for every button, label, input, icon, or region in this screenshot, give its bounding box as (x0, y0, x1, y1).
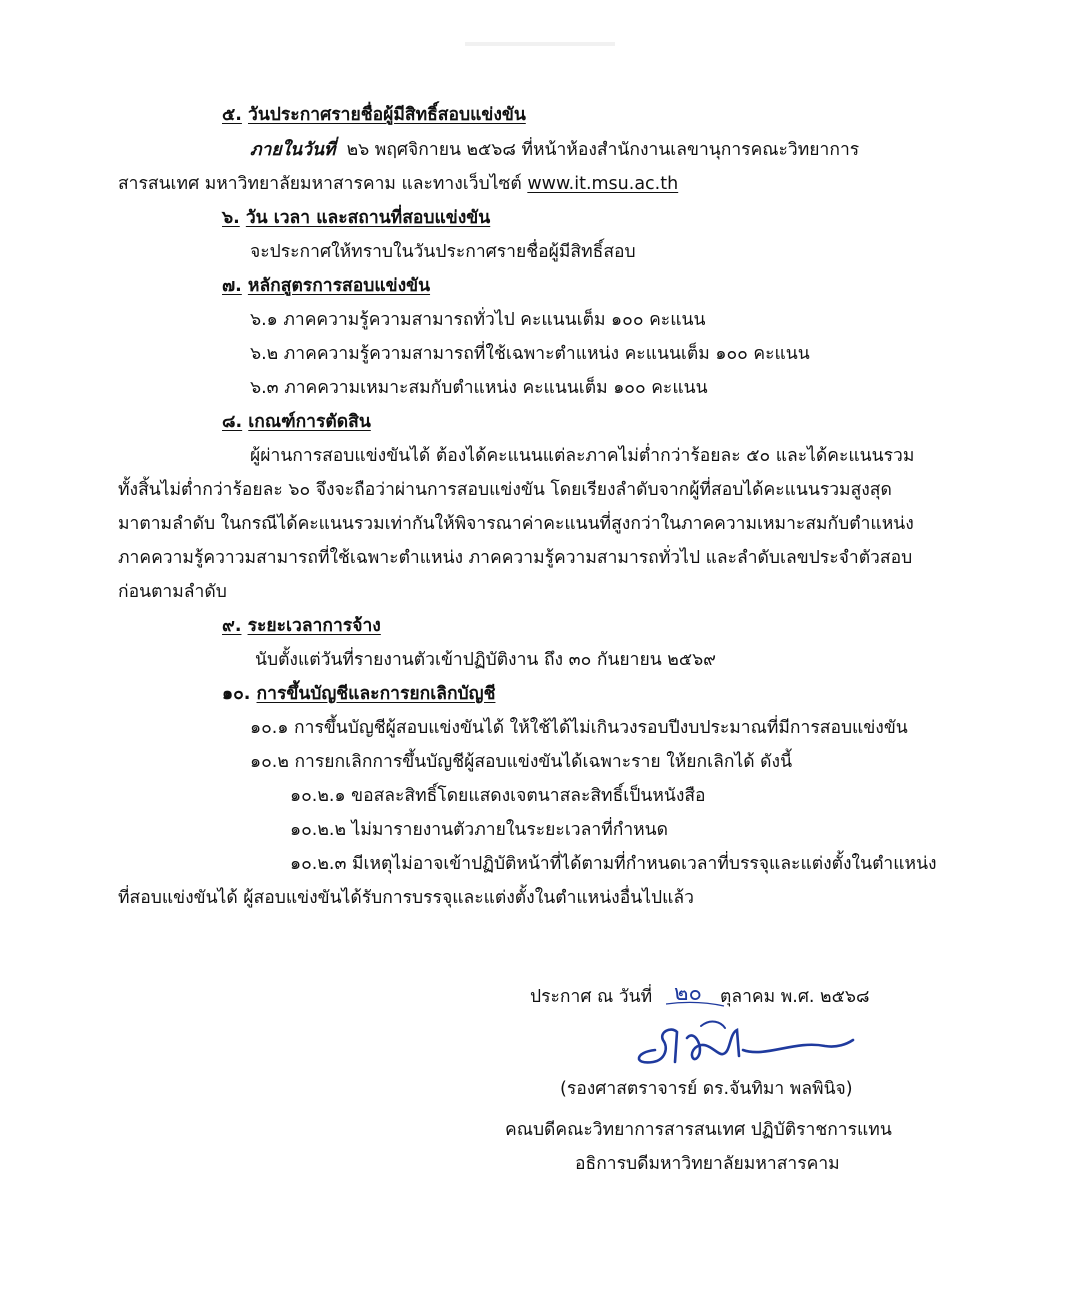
announcement-date-rest: ตุลาคม พ.ศ. ๒๕๖๘ (720, 987, 870, 1007)
section-5-heading (222, 103, 526, 127)
section-10-number: ๑๐. (222, 684, 251, 704)
section-7-number: ๗. (222, 276, 242, 296)
section-10-item-2-3: ๑๐.๒.๓ มีเหตุไม่อาจเข้าปฏิบัติหน้าที่ได้ตามที่กำหนดเวลาที่บรรจุและแต่งตั้งในตำแหน่ง (290, 854, 937, 874)
announcement-date-day: ๒๐ (674, 981, 702, 1006)
section-8-number: ๘. (222, 412, 243, 432)
section-8-line-4: ภาคความรู้ควาวมสามารถที่ใช้เฉพาะตำแหน่ง ภาคความรู้ความสามารถทั่วไป และลำดับเลขประจำตัวสอบ (118, 548, 913, 568)
section-8-line-3: มาตามลำดับ ในกรณีได้คะแนนรวมเท่ากันให้พิจารณาค่าคะแนนที่สูงกว่าในภาคความเหมาะสมกับตำแหน่ง (118, 514, 914, 534)
website-link[interactable]: www.it.msu.ac.th (527, 174, 679, 194)
date-blank-line (666, 1000, 726, 1008)
handwritten-signature (625, 1010, 865, 1070)
section-9-line-1: นับตั้งแต่วันที่รายงานตัวเข้าปฏิบัติงาน ถึง ๓๐ กันยายน ๒๕๖๙ (255, 650, 716, 670)
section-10-item-2-2: ๑๐.๒.๒ ไม่มารายงานตัวภายในระยะเวลาที่กำหนด (290, 820, 669, 840)
section-5-line-1 (250, 138, 859, 162)
section-5-line-2 (118, 172, 678, 196)
section-7-title: หลักสูตรการสอบแข่งขัน (247, 276, 431, 296)
section-6-line-1: จะประกาศให้ทราบในวันประกาศรายชื่อผู้มีสิทธิ์สอบ (250, 242, 636, 262)
section-9-title: ระยะเวลาการจ้าง (247, 616, 381, 636)
section-10-item-2-3-continued: ที่สอบแข่งขันได้ ผู้สอบแข่งขันได้รับการบรรจุและแต่งตั้งในตำแหน่งอื่นไปแล้ว (118, 888, 694, 908)
section-6-title: วัน เวลา และสถานที่สอบแข่งขัน (245, 208, 491, 228)
section-5-line-2-text: สารสนเทศ มหาวิทยาลัยมหาสารคาม และทางเว็บไซต์ (118, 174, 528, 194)
section-8-heading (222, 410, 371, 434)
section-8-title: เกณฑ์การตัดสิน (248, 412, 371, 432)
section-9-heading (222, 614, 381, 638)
section-10-item-1: ๑๐.๑ การขึ้นบัญชีผู้สอบแข่งขันได้ ให้ใช้ได้ไม่เกินวงรอบปีงบประมาณที่มีการสอบแข่งขัน (250, 718, 908, 738)
section-5-number: ๕. (222, 105, 242, 125)
section-8-line-1: ผู้ผ่านการสอบแข่งขันได้ ต้องได้คะแนนแต่ละภาคไม่ต่ำกว่าร้อยละ ๕๐ และได้คะแนนรวม (250, 446, 915, 466)
section-8-line-2: ทั้งสิ้นไม่ต่ำกว่าร้อยละ ๖๐ จึงจะถือว่าผ่านการสอบแข่งขัน โดยเรียงลำดับจากผู้ที่สอบได้คะแนนรวมสูงสุด (118, 480, 892, 500)
section-7-heading (222, 274, 430, 298)
section-6-number: ๖. (222, 208, 240, 228)
section-7-item-3: ๖.๓ ภาคความเหมาะสมกับตำแหน่ง คะแนนเต็ม ๑๐๐ คะแนน (250, 378, 708, 398)
signatory-position-1: คณบดีคณะวิทยาการสารสนเทศ ปฏิบัติราชการแทน (505, 1120, 892, 1140)
section-5-title: วันประกาศรายชื่อผู้มีสิทธิ์สอบแข่งขัน (248, 105, 526, 125)
signatory-name: (รองศาสตราจารย์ ดร.จันทิมา พลพินิจ) (560, 1079, 853, 1099)
announcement-date-prefix: ประกาศ ณ วันที่ (530, 987, 653, 1007)
section-7-item-2: ๖.๒ ภาคความรู้ความสามารถที่ใช้เฉพาะตำแหน่ง คะแนนเต็ม ๑๐๐ คะแนน (250, 344, 810, 364)
section-8-line-5: ก่อนตามลำดับ (118, 582, 227, 602)
scan-artifact (465, 40, 615, 50)
section-10-item-2-1: ๑๐.๒.๑ ขอสละสิทธิ์โดยแสดงเจตนาสละสิทธิ์เป็นหนังสือ (290, 786, 706, 806)
section-10-heading (222, 682, 495, 706)
section-5-within-label: ภายในวันที่ (250, 140, 336, 160)
section-5-date-text: ๒๖ พฤศจิกายน ๒๕๖๘ ที่หน้าห้องสำนักงานเลขานุการคณะวิทยาการ (346, 140, 860, 160)
section-10-title: การขึ้นบัญชีและการยกเลิกบัญชี (256, 684, 496, 704)
section-10-item-2: ๑๐.๒ การยกเลิกการขึ้นบัญชีผู้สอบแข่งขันได้เฉพาะราย ให้ยกเลิกได้ ดังนี้ (250, 752, 793, 772)
section-7-item-1: ๖.๑ ภาคความรู้ความสามารถทั่วไป คะแนนเต็ม ๑๐๐ คะแนน (250, 310, 706, 330)
section-9-number: ๙. (222, 616, 242, 636)
section-6-heading (222, 206, 490, 230)
signatory-position-2: อธิการบดีมหาวิทยาลัยมหาสารคาม (575, 1154, 840, 1174)
